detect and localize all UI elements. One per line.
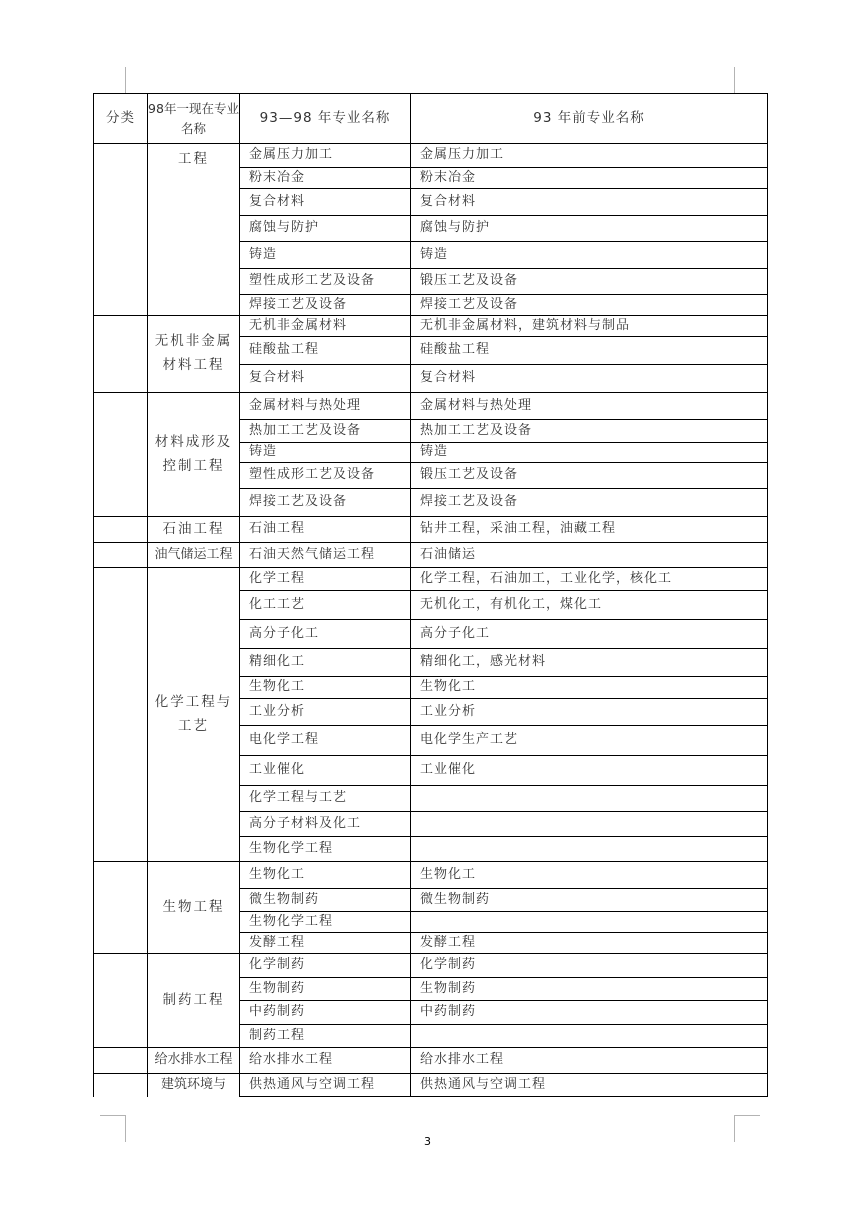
major-93-98-name: 化学工程 xyxy=(240,568,411,591)
major-pre-93-name: 无机非金属材料，建筑材料与制品 xyxy=(411,316,768,337)
current-major-name: 制药工程 xyxy=(148,954,240,1048)
major-93-98-name: 生物化工 xyxy=(240,862,411,889)
major-pre-93-name: 供热通风与空调工程 xyxy=(411,1074,768,1097)
major-93-98-name: 塑性成形工艺及设备 xyxy=(240,463,411,489)
category-cell xyxy=(94,316,148,393)
category-cell xyxy=(94,568,148,862)
crop-mark-top-right-v xyxy=(734,67,735,94)
table-row xyxy=(94,862,768,889)
major-pre-93-name: 中药制药 xyxy=(411,1001,768,1025)
major-pre-93-name: 工业催化 xyxy=(411,756,768,786)
major-pre-93-name: 发酵工程 xyxy=(411,933,768,954)
major-pre-93-name: 钻井工程，采油工程，油藏工程 xyxy=(411,517,768,543)
major-93-98-name: 塑性成形工艺及设备 xyxy=(240,269,411,295)
current-major-name: 生物工程 xyxy=(148,862,240,954)
major-pre-93-name: 焊接工艺及设备 xyxy=(411,489,768,517)
table-row xyxy=(94,568,768,591)
major-pre-93-name: 锻压工艺及设备 xyxy=(411,463,768,489)
major-93-98-name: 化学制药 xyxy=(240,954,411,978)
major-93-98-name: 供热通风与空调工程 xyxy=(240,1074,411,1097)
table-body xyxy=(94,94,768,1097)
major-pre-93-name xyxy=(411,837,768,862)
major-93-98-name: 粉末冶金 xyxy=(240,168,411,189)
major-93-98-name: 化学工程与工艺 xyxy=(240,786,411,812)
category-cell xyxy=(94,144,148,316)
major-pre-93-name: 电化学生产工艺 xyxy=(411,726,768,756)
major-93-98-name: 无机非金属材料 xyxy=(240,316,411,337)
major-93-98-name: 焊接工艺及设备 xyxy=(240,489,411,517)
major-93-98-name: 生物化学工程 xyxy=(240,837,411,862)
major-pre-93-name: 微生物制药 xyxy=(411,889,768,912)
major-pre-93-name: 精细化工，感光材料 xyxy=(411,649,768,677)
current-major-name: 油气储运工程 xyxy=(148,543,240,568)
major-pre-93-name: 焊接工艺及设备 xyxy=(411,295,768,316)
major-93-98-name: 高分子材料及化工 xyxy=(240,812,411,837)
major-pre-93-name: 热加工工艺及设备 xyxy=(411,420,768,443)
header-category: 分类 xyxy=(94,94,148,144)
major-pre-93-name: 粉末冶金 xyxy=(411,168,768,189)
major-pre-93-name: 化学制药 xyxy=(411,954,768,978)
major-pre-93-name: 高分子化工 xyxy=(411,620,768,649)
major-pre-93-name: 铸造 xyxy=(411,242,768,269)
major-93-98-name: 化工工艺 xyxy=(240,591,411,620)
category-cell xyxy=(94,862,148,954)
current-major-name: 无机非金属材料工程 xyxy=(148,316,240,393)
major-pre-93-name: 复合材料 xyxy=(411,189,768,216)
table-row xyxy=(94,144,768,168)
table-row xyxy=(94,316,768,337)
major-pre-93-name: 无机化工，有机化工，煤化工 xyxy=(411,591,768,620)
page-number: 3 xyxy=(424,1135,431,1148)
header-pre-93-name: 93 年前专业名称 xyxy=(411,94,768,144)
major-pre-93-name: 给水排水工程 xyxy=(411,1048,768,1074)
major-93-98-name: 硅酸盐工程 xyxy=(240,337,411,365)
table-row xyxy=(94,543,768,568)
major-93-98-name: 发酵工程 xyxy=(240,933,411,954)
major-pre-93-name: 腐蚀与防护 xyxy=(411,216,768,242)
major-93-98-name: 铸造 xyxy=(240,443,411,463)
major-pre-93-name xyxy=(411,786,768,812)
major-93-98-name: 工业分析 xyxy=(240,699,411,726)
table-row xyxy=(94,517,768,543)
major-pre-93-name: 工业分析 xyxy=(411,699,768,726)
major-pre-93-name xyxy=(411,812,768,837)
major-pre-93-name: 金属材料与热处理 xyxy=(411,393,768,420)
major-93-98-name: 给水排水工程 xyxy=(240,1048,411,1074)
major-93-98-name: 热加工工艺及设备 xyxy=(240,420,411,443)
table-row xyxy=(94,1074,768,1097)
current-major-name: 材料成形及控制工程 xyxy=(148,393,240,517)
crop-mark-bottom-right-h xyxy=(734,1115,760,1116)
major-93-98-name: 制药工程 xyxy=(240,1025,411,1048)
major-93-98-name: 复合材料 xyxy=(240,189,411,216)
major-93-98-name: 生物制药 xyxy=(240,978,411,1001)
major-93-98-name: 腐蚀与防护 xyxy=(240,216,411,242)
major-pre-93-name: 复合材料 xyxy=(411,365,768,393)
category-cell xyxy=(94,393,148,517)
table-header-row xyxy=(94,94,768,144)
major-pre-93-name: 生物化工 xyxy=(411,677,768,699)
major-pre-93-name: 生物化工 xyxy=(411,862,768,889)
table-row xyxy=(94,954,768,978)
major-93-98-name: 中药制药 xyxy=(240,1001,411,1025)
header-current-name: 98年一现在专业名称 xyxy=(148,94,240,144)
category-cell xyxy=(94,1074,148,1097)
major-93-98-name: 石油天然气储运工程 xyxy=(240,543,411,568)
category-cell xyxy=(94,543,148,568)
header-93-98-name: 93—98 年专业名称 xyxy=(240,94,411,144)
major-93-98-name: 石油工程 xyxy=(240,517,411,543)
major-93-98-name: 焊接工艺及设备 xyxy=(240,295,411,316)
major-pre-93-name: 生物制药 xyxy=(411,978,768,1001)
major-93-98-name: 铸造 xyxy=(240,242,411,269)
major-93-98-name: 金属材料与热处理 xyxy=(240,393,411,420)
current-major-name: 给水排水工程 xyxy=(148,1048,240,1074)
major-comparison-table xyxy=(93,93,768,1097)
major-93-98-name: 复合材料 xyxy=(240,365,411,393)
major-pre-93-name: 石油储运 xyxy=(411,543,768,568)
major-pre-93-name: 铸造 xyxy=(411,443,768,463)
table-row xyxy=(94,1048,768,1074)
major-93-98-name: 精细化工 xyxy=(240,649,411,677)
major-pre-93-name: 化学工程，石油加工，工业化学，核化工 xyxy=(411,568,768,591)
crop-mark-bottom-left-h xyxy=(100,1115,126,1116)
major-pre-93-name xyxy=(411,912,768,933)
category-cell xyxy=(94,517,148,543)
current-major-name: 化学工程与工艺 xyxy=(148,568,240,862)
major-93-98-name: 金属压力加工 xyxy=(240,144,411,168)
crop-mark-top-left-v xyxy=(125,67,126,94)
major-93-98-name: 高分子化工 xyxy=(240,620,411,649)
category-cell xyxy=(94,1048,148,1074)
major-93-98-name: 生物化工 xyxy=(240,677,411,699)
current-major-name: 工程 xyxy=(148,144,240,316)
major-93-98-name: 电化学工程 xyxy=(240,726,411,756)
major-93-98-name: 工业催化 xyxy=(240,756,411,786)
major-93-98-name: 微生物制药 xyxy=(240,889,411,912)
major-pre-93-name: 锻压工艺及设备 xyxy=(411,269,768,295)
major-pre-93-name xyxy=(411,1025,768,1048)
major-93-98-name: 生物化学工程 xyxy=(240,912,411,933)
major-pre-93-name: 金属压力加工 xyxy=(411,144,768,168)
major-pre-93-name: 硅酸盐工程 xyxy=(411,337,768,365)
current-major-name: 石油工程 xyxy=(148,517,240,543)
category-cell xyxy=(94,954,148,1048)
current-major-name: 建筑环境与 xyxy=(148,1074,240,1097)
table-row xyxy=(94,393,768,420)
